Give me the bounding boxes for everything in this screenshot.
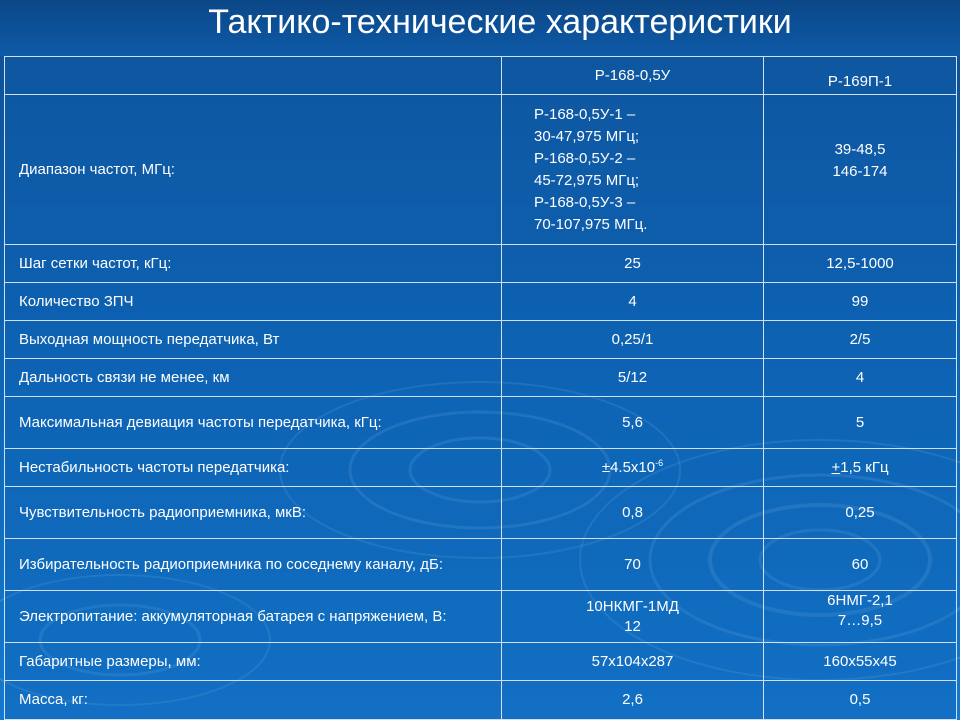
header-row [5, 57, 957, 95]
header-empty-cell [5, 57, 502, 95]
instability-base: ±4.5x10 [601, 458, 656, 476]
table-row [5, 95, 957, 245]
plus-minus-sign: + [831, 458, 841, 476]
row-label: Диапазон частот, МГц: [5, 95, 502, 245]
table-row [5, 245, 957, 283]
column-header-r169: Р-169П-1 [764, 57, 957, 95]
table-row [5, 591, 957, 643]
row-value-col1: 4 [502, 283, 764, 321]
row-value-col2: 39-48,5 146-174 [764, 95, 957, 245]
row-label: Дальность связи не менее, км [5, 359, 502, 397]
row-value-col1 [502, 95, 764, 245]
row-label: Масса, кг: [5, 681, 502, 720]
table-row [5, 539, 957, 591]
table-row [5, 643, 957, 681]
table-row [5, 283, 957, 321]
row-label: Выходная мощность передатчика, Вт [5, 321, 502, 359]
instability-exponent: -6 [655, 457, 664, 468]
row-value-col1: 25 [502, 245, 764, 283]
row-value-col2: 12,5-1000 [764, 245, 957, 283]
row-value-col1: 0,8 [502, 487, 764, 539]
slide-title: Тактико-технические характеристики [208, 3, 792, 41]
table-row [5, 449, 957, 487]
row-value-col1: 2,6 [502, 681, 764, 720]
row-label: Чувствительность радиоприемника, мкВ: [5, 487, 502, 539]
row-label: Количество ЗПЧ [5, 283, 502, 321]
row-label: Габаритные размеры, мм: [5, 643, 502, 681]
row-value-col1: 70 [502, 539, 764, 591]
row-label: Электропитание: аккумуляторная батарея с напряжением, В: [5, 591, 502, 643]
row-value-col1: 10НКМГ-1МД 12 [502, 591, 764, 643]
row-label: Нестабильность частоты передатчика: [5, 449, 502, 487]
table-row [5, 321, 957, 359]
row-value-col2: 160x55x45 [764, 643, 957, 681]
row-value-col2 [764, 449, 957, 487]
row-value-col2: 0,5 [764, 681, 957, 720]
table-row [5, 397, 957, 449]
row-value-col1: 5/12 [502, 359, 764, 397]
row-value-col2: 6НМГ-2,1 7…9,5 [764, 591, 957, 643]
row-value-col1: 0,25/1 [502, 321, 764, 359]
specifications-table [4, 56, 957, 720]
row-value-col1 [502, 449, 764, 487]
table-row [5, 359, 957, 397]
row-value-col2: 60 [764, 539, 957, 591]
row-value-col2: 4 [764, 359, 957, 397]
row-label: Максимальная девиация частоты передатчика, кГц: [5, 397, 502, 449]
column-header-r168: Р-168-0,5У [502, 57, 764, 95]
row-value-col2: 2/5 [764, 321, 957, 359]
row-value-col2: 5 [764, 397, 957, 449]
row-value-col2: 99 [764, 283, 957, 321]
row-label: Шаг сетки частот, кГц: [5, 245, 502, 283]
row-value-col1: 57x104x287 [502, 643, 764, 681]
instability-value: 1,5 кГц [840, 458, 889, 476]
row-value-col2: 0,25 [764, 487, 957, 539]
row-value-col1: 5,6 [502, 397, 764, 449]
frequency-range-list: Р-168-0,5У-1 – 30-47,975 МГц; Р-168-0,5У-2 – 45-72,975 МГц; Р-168-0,5У-3 – 70-107,975 МГц. [534, 105, 648, 233]
row-label: Избирательность радиоприемника по соседнему каналу, дБ: [5, 539, 502, 591]
table-row [5, 487, 957, 539]
table-row [5, 681, 957, 720]
